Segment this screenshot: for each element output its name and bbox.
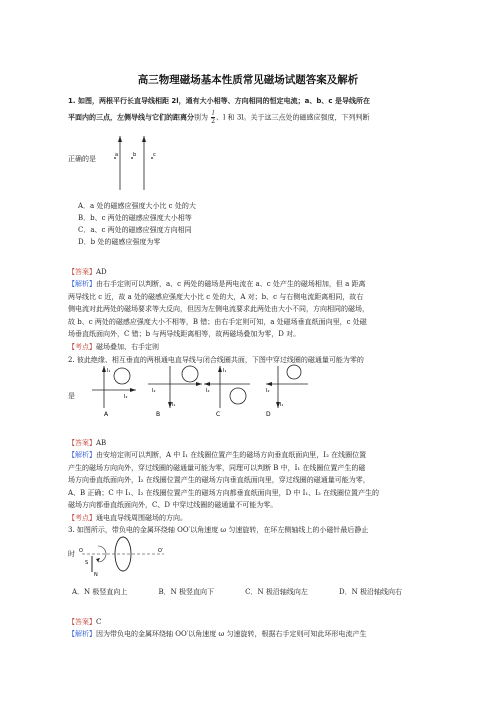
q3-answer: 【答案】C (68, 618, 102, 626)
q3-option-a[interactable]: A．N 极竖直向上 (72, 588, 128, 596)
label-s: S (85, 560, 89, 566)
q2-stem-line1: 2. 彼此绝缘、相互垂直的两根通电直导线与闭合线圈共面，下图中穿过线圈的磁通量可能为零的 (68, 356, 364, 364)
q2-stem-line2: 是 (68, 392, 75, 400)
svg-text:I₁: I₁ (172, 402, 176, 408)
q2-fig-d (266, 365, 308, 418)
q3-analysis: 【解析】因为带负电的金属环绕轴 OO′以角速度 ω 匀速旋转，根据右手定则可知此环形电流产生 (68, 630, 367, 638)
q2-fig-c (204, 366, 250, 418)
q2-answer: 【答案】AB (68, 439, 107, 447)
svg-text:I₁: I₁ (223, 368, 227, 374)
q1-figure (106, 134, 166, 194)
svg-text:I₂: I₂ (152, 388, 156, 394)
label-d: D (266, 411, 271, 418)
label-n: N (94, 572, 98, 578)
q3-option-c[interactable]: C．N 极沿轴线向左 (245, 588, 308, 596)
q2-analysis: 【解析】由安培定则可以判断，A 中 I₁ 在线圈位置产生的磁场方向垂直纸面向里，I₂ 在线圈位置 产生的磁场方向向外，穿过线圈的磁通量可能为零，同理可以判断 B 中，I₁ 在线圈位置产生的磁 场方向垂直纸面向外，I₂ 在线圈位置产生的磁场方向垂直纸面向里，穿过线圈的磁通量可能为零， A、B 正确；C 中 I₁、I₂ 在线圈位置产生的磁场方向都垂直纸面向里，D 中 I₁、I₂ 在线圈位置产生的 磁场方向都垂直纸面向外，C、D 中穿过线圈的磁通量不可能为零。 【考点】通电直导线周围磁场的方向。 (68, 451, 380, 522)
q3-options (72, 586, 402, 598)
q1-stem-line1: 1. 如图，两根平行长直导线相距 2l，通有大小相等、方向相同的恒定电流；a、b、c 是导线所在 (68, 97, 370, 105)
q3-option-d[interactable]: D．N 极沿轴线向右 (339, 588, 402, 596)
q1-option-d[interactable]: D．b 处的磁感应强度为零 (78, 238, 161, 246)
q1-analysis: 【解析】由右手定则可以判断，a、c 两处的磁场是两电流在 a、c 处产生的磁场相加，但 a 距离 两导线比 c 近，故 a 处的磁感应强度大小比 c 处的大，A 对；b、c 与右侧电流距离相同，故右 侧电流对此两处的磁场要求等大反向，但因为左侧电流要求此两处由大小不同，方向相同的磁场， 故 b、c 两处的磁感应强度大小不相等，B 错；由右手定则可知，a 处磁场垂直纸面向里，c 处磁 场垂直纸面向外，C 错；b 与两导线距离相等，故两磁场叠加为零，D 对。 【考点】磁场叠加、右手定则 (68, 280, 369, 351)
label-o: O (79, 548, 83, 554)
q3-stem-line2: 时 (68, 550, 75, 558)
answer-tag: 【答案】 (68, 268, 96, 276)
q3-figure (78, 534, 168, 578)
q2-fig-b (148, 366, 202, 418)
left-wire-arrow (118, 136, 122, 142)
svg-text:I₁: I₁ (107, 368, 111, 374)
q1-option-b[interactable]: B．b、c 两处的磁感应强度大小相等 (78, 214, 192, 222)
point-tag: 【考点】 (68, 342, 96, 351)
svg-text:I₂: I₂ (266, 388, 270, 394)
page-title: 高三物理磁场基本性质常见磁场试题答案及解析 (137, 74, 359, 86)
right-wire-arrow (142, 136, 146, 142)
label-a: a (115, 152, 119, 158)
svg-text:I₂: I₂ (124, 394, 128, 400)
label-a: A (104, 411, 109, 418)
svg-text:I₂: I₂ (206, 388, 210, 394)
q2-figure (90, 362, 410, 418)
label-c: C (216, 411, 221, 418)
label-c: c (153, 152, 156, 158)
q1-option-a[interactable]: A．a 处的磁感应强度大小比 c 处的大 (78, 202, 196, 210)
label-b: b (133, 152, 137, 158)
q1-stem-line3: 正确的是 (68, 155, 96, 163)
q1-answer: 【答案】AD (68, 268, 107, 276)
q1-fraction: $\frac{l}{2}$ (211, 110, 216, 125)
q3-option-b[interactable]: B．N 极竖直向下 (158, 588, 215, 596)
q3-stem-line1: 3. 如图所示，带负电的金属环绕轴 OO′以角速度 ω 匀速旋转，在环左侧轴线上的小磁针最后静止 (68, 526, 369, 534)
svg-text:I₁: I₁ (280, 402, 284, 408)
label-o-prime: O′ (158, 548, 164, 554)
q2-fig-a (92, 366, 136, 418)
q1-option-c[interactable]: C．a、c 两处的磁感应强度方向相同 (78, 226, 192, 234)
q1-stem-line2: 平面内的三点，左侧导线与它们的距离分别为 $\frac{l}{2}$ 、l 和 3l。关于这三点处的磁感应强度，下列判断 (68, 110, 370, 125)
label-b: B (156, 411, 161, 418)
analysis-tag: 【解析】 (68, 280, 96, 288)
